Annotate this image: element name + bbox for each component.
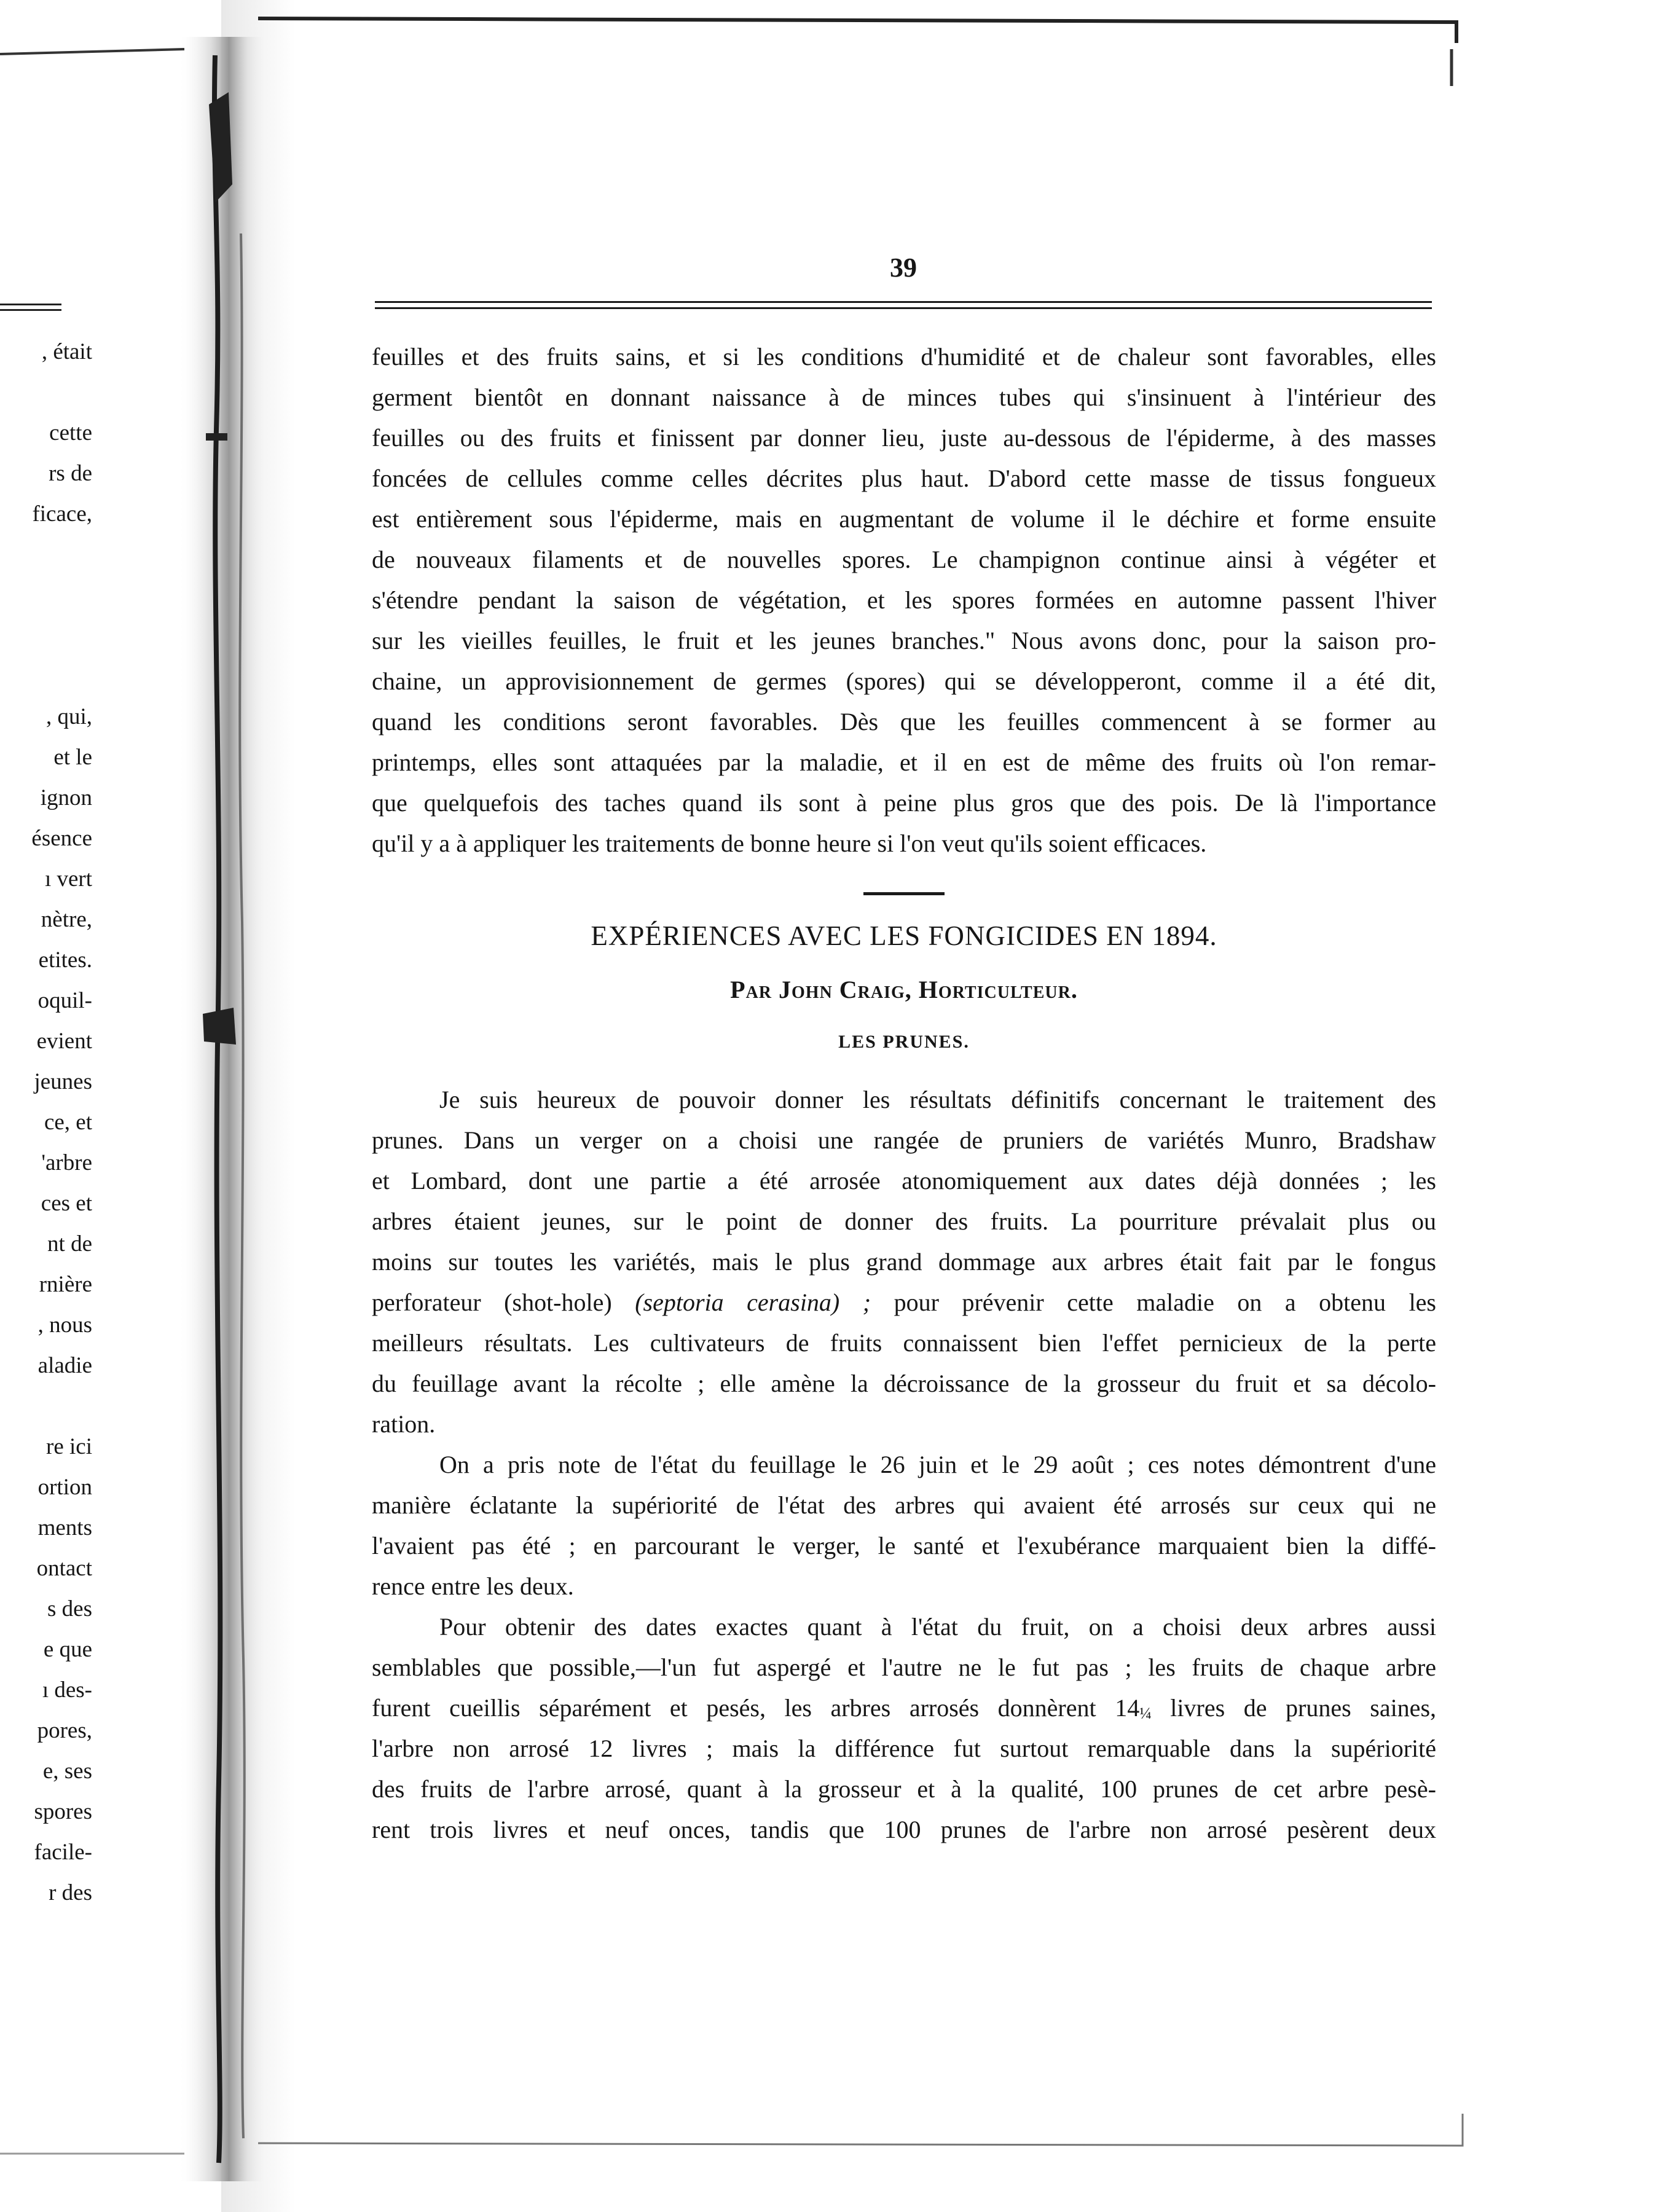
bottom-edge bbox=[258, 2114, 1463, 2146]
left-fragment: re ici bbox=[46, 1434, 92, 1459]
binding-notch bbox=[206, 433, 227, 441]
text-line: prunes. Dans un verger on a choisi une rangée de pruniers de variétés Munro, Bradshaw bbox=[372, 1126, 1436, 1154]
left-fragment: rnière bbox=[39, 1272, 92, 1297]
text-line: On a pris note de l'état du feuillage le 26 juin et le 29 août ; ces notes démontrent d'une bbox=[439, 1451, 1436, 1478]
left-top-edge bbox=[0, 49, 184, 54]
left-fragment bbox=[0, 1913, 92, 1954]
left-fragment: ce, et bbox=[44, 1110, 92, 1135]
left-fragment: ments bbox=[37, 1515, 92, 1540]
text-line: quand les conditions seront favorables. Dès que les feuilles commencent à se former au bbox=[372, 708, 1436, 735]
fraction: ¼ bbox=[1139, 1704, 1152, 1722]
text-line: meilleurs résultats. Les cultivateurs de fruits connaissent bien l'effet pernicieux de la perte bbox=[372, 1329, 1436, 1357]
paragraph bbox=[372, 1445, 1436, 1607]
left-fragment: ortion bbox=[37, 1475, 92, 1500]
left-fragment: nètre, bbox=[41, 907, 92, 932]
left-fragment: s des bbox=[47, 1596, 92, 1622]
left-page-fragments bbox=[0, 332, 92, 1954]
left-fragment: rs de bbox=[49, 461, 92, 486]
left-page-rule bbox=[0, 309, 61, 311]
page-body bbox=[372, 337, 1436, 1850]
left-fragment: ésence bbox=[31, 826, 92, 851]
subheading: LES PRUNES. bbox=[838, 1032, 970, 1052]
text-run: furent cueillis séparément et pesés, les arbres arrosés donnèrent 14 bbox=[372, 1694, 1140, 1722]
section-separator bbox=[863, 892, 945, 895]
left-fragment: oquil- bbox=[37, 988, 92, 1013]
left-fragment: e que bbox=[43, 1637, 92, 1662]
left-fragment: cette bbox=[49, 420, 92, 445]
text-line: s'étendre pendant la saison de végétation, et les spores formées en automne passent l'hiver bbox=[372, 586, 1436, 614]
left-fragment: spores bbox=[34, 1799, 92, 1824]
text-line bbox=[372, 1688, 1436, 1728]
left-page-rule bbox=[0, 304, 61, 305]
text-line: arbres étaient jeunes, sur le point de donner des fruits. La pourriture prévalait plus ou bbox=[372, 1207, 1436, 1235]
text-line: du feuillage avant la récolte ; elle amène la décroissance de la grosseur du fruit et sa décolo- bbox=[372, 1370, 1436, 1397]
text-line: sur les vieilles feuilles, le fruit et les jeunes branches." Nous avons donc, pour la saison pro- bbox=[372, 627, 1436, 654]
left-fragment: , qui, bbox=[45, 704, 92, 729]
text-line: de nouveaux filaments et de nouvelles spores. Le champignon continue ainsi à végéter et bbox=[372, 546, 1436, 573]
left-fragment: ignon bbox=[40, 785, 92, 810]
text-line: ration. bbox=[372, 1410, 436, 1438]
text-line: feuilles ou des fruits et finissent par donner lieu, juste au-dessous de l'épiderme, à des masses bbox=[372, 424, 1436, 452]
text-line: foncées de cellules comme celles décrites plus haut. D'abord cette masse de tissus fongueux bbox=[372, 465, 1436, 492]
left-fragment: facile- bbox=[34, 1840, 92, 1865]
latin-name: (septoria cerasina) ; bbox=[635, 1288, 871, 1316]
left-fragment: et le bbox=[53, 745, 92, 770]
left-fragment: ı des- bbox=[42, 1677, 92, 1703]
text-line: des fruits de l'arbre arrosé, quant à la grosseur et à la qualité, 100 prunes de cet arbre pesè- bbox=[372, 1775, 1436, 1803]
byline: Par John Craig, Horticulteur. bbox=[730, 976, 1078, 1003]
left-fragment: evient bbox=[36, 1029, 92, 1054]
text-line: rence entre les deux. bbox=[372, 1572, 574, 1600]
left-fragment: nt de bbox=[47, 1231, 92, 1257]
left-fragment: ces et bbox=[41, 1191, 92, 1216]
page-number: 39 bbox=[890, 253, 917, 283]
text-line: Pour obtenir des dates exactes quant à l'état du fruit, on a choisi deux arbres aussi bbox=[439, 1613, 1436, 1641]
text-line: printemps, elles sont attaquées par la maladie, et il en est de même des fruits où l'on remar- bbox=[372, 748, 1436, 776]
section-heading: EXPÉRIENCES AVEC LES FONGICIDES EN 1894. bbox=[591, 920, 1217, 951]
text-line: feuilles et des fruits sains, et si les conditions d'humidité et de chaleur sont favorables, elles bbox=[372, 343, 1436, 371]
text-line: rent trois livres et neuf onces, tandis que 100 prunes de l'arbre non arrosé pesèrent deux bbox=[372, 1816, 1436, 1843]
left-fragment: ı vert bbox=[44, 866, 92, 892]
left-fragment: jeunes bbox=[34, 1069, 92, 1094]
text-line: germent bientôt en donnant naissance à de minces tubes qui s'insinuent à l'intérieur des bbox=[372, 383, 1436, 411]
text-run: pour prévenir cette maladie on a obtenu les bbox=[871, 1288, 1436, 1316]
paragraph bbox=[372, 1607, 1436, 1850]
text-line: Je suis heureux de pouvoir donner les résultats définitifs concernant le traitement des bbox=[439, 1086, 1436, 1113]
left-fragment: 'arbre bbox=[41, 1150, 92, 1175]
text-line: moins sur toutes les variétés, mais le plus grand dommage aux arbres était fait par le fongus bbox=[372, 1248, 1436, 1276]
text-line: manière éclatante la supériorité de l'état des arbres qui avaient été arrosés sur ceux qui ne bbox=[372, 1491, 1436, 1519]
right-page-top-edge bbox=[258, 18, 1456, 43]
text-line: l'arbre non arrosé 12 livres ; mais la différence fut surtout remarquable dans la supériorité bbox=[372, 1735, 1436, 1762]
left-fragment: etites. bbox=[38, 947, 92, 973]
text-line bbox=[372, 1282, 1436, 1323]
text-line: et Lombard, dont une partie a été arrosée atonomiquement aux dates déjà données ; les bbox=[372, 1167, 1436, 1194]
binding-tear-2 bbox=[203, 1008, 236, 1045]
text-line: que quelquefois des taches quand ils sont à peine plus gros que des pois. De là l'importance bbox=[372, 789, 1436, 817]
left-fragment: e, ses bbox=[42, 1759, 92, 1784]
left-fragment: ficace, bbox=[32, 501, 92, 527]
left-fragment: , était bbox=[41, 339, 92, 364]
left-fragment: aladie bbox=[37, 1353, 92, 1378]
text-line: est entièrement sous l'épiderme, mais en augmentant de volume il le déchire et forme ensuite bbox=[372, 505, 1436, 533]
left-fragment: pores, bbox=[37, 1718, 92, 1743]
paragraph-continuation bbox=[372, 337, 1436, 864]
left-fragment: ontact bbox=[36, 1556, 92, 1581]
text-line: qu'il y a à appliquer les traitements de bonne heure si l'on veut qu'ils soient efficaces. bbox=[372, 830, 1207, 857]
paragraph bbox=[372, 1080, 1436, 1445]
left-fragment: r des bbox=[49, 1880, 92, 1905]
text-line: l'avaient pas été ; en parcourant le verger, le santé et l'exubérance marquaient bien la diffé- bbox=[372, 1532, 1436, 1559]
text-line: chaine, un approvisionnement de germes (spores) qui se développeront, comme il a été dit, bbox=[372, 667, 1436, 695]
text-line: semblables que possible,—l'un fut aspergé et l'autre ne le fut pas ; les fruits de chaque arbre bbox=[372, 1653, 1436, 1681]
header-rule bbox=[375, 307, 1432, 309]
header-rule bbox=[375, 301, 1432, 303]
left-fragment: , nous bbox=[37, 1312, 92, 1338]
text-run: livres de prunes saines, bbox=[1151, 1694, 1437, 1722]
text-run: perforateur (shot-hole) bbox=[372, 1288, 635, 1316]
gutter-shadow bbox=[178, 37, 270, 2181]
